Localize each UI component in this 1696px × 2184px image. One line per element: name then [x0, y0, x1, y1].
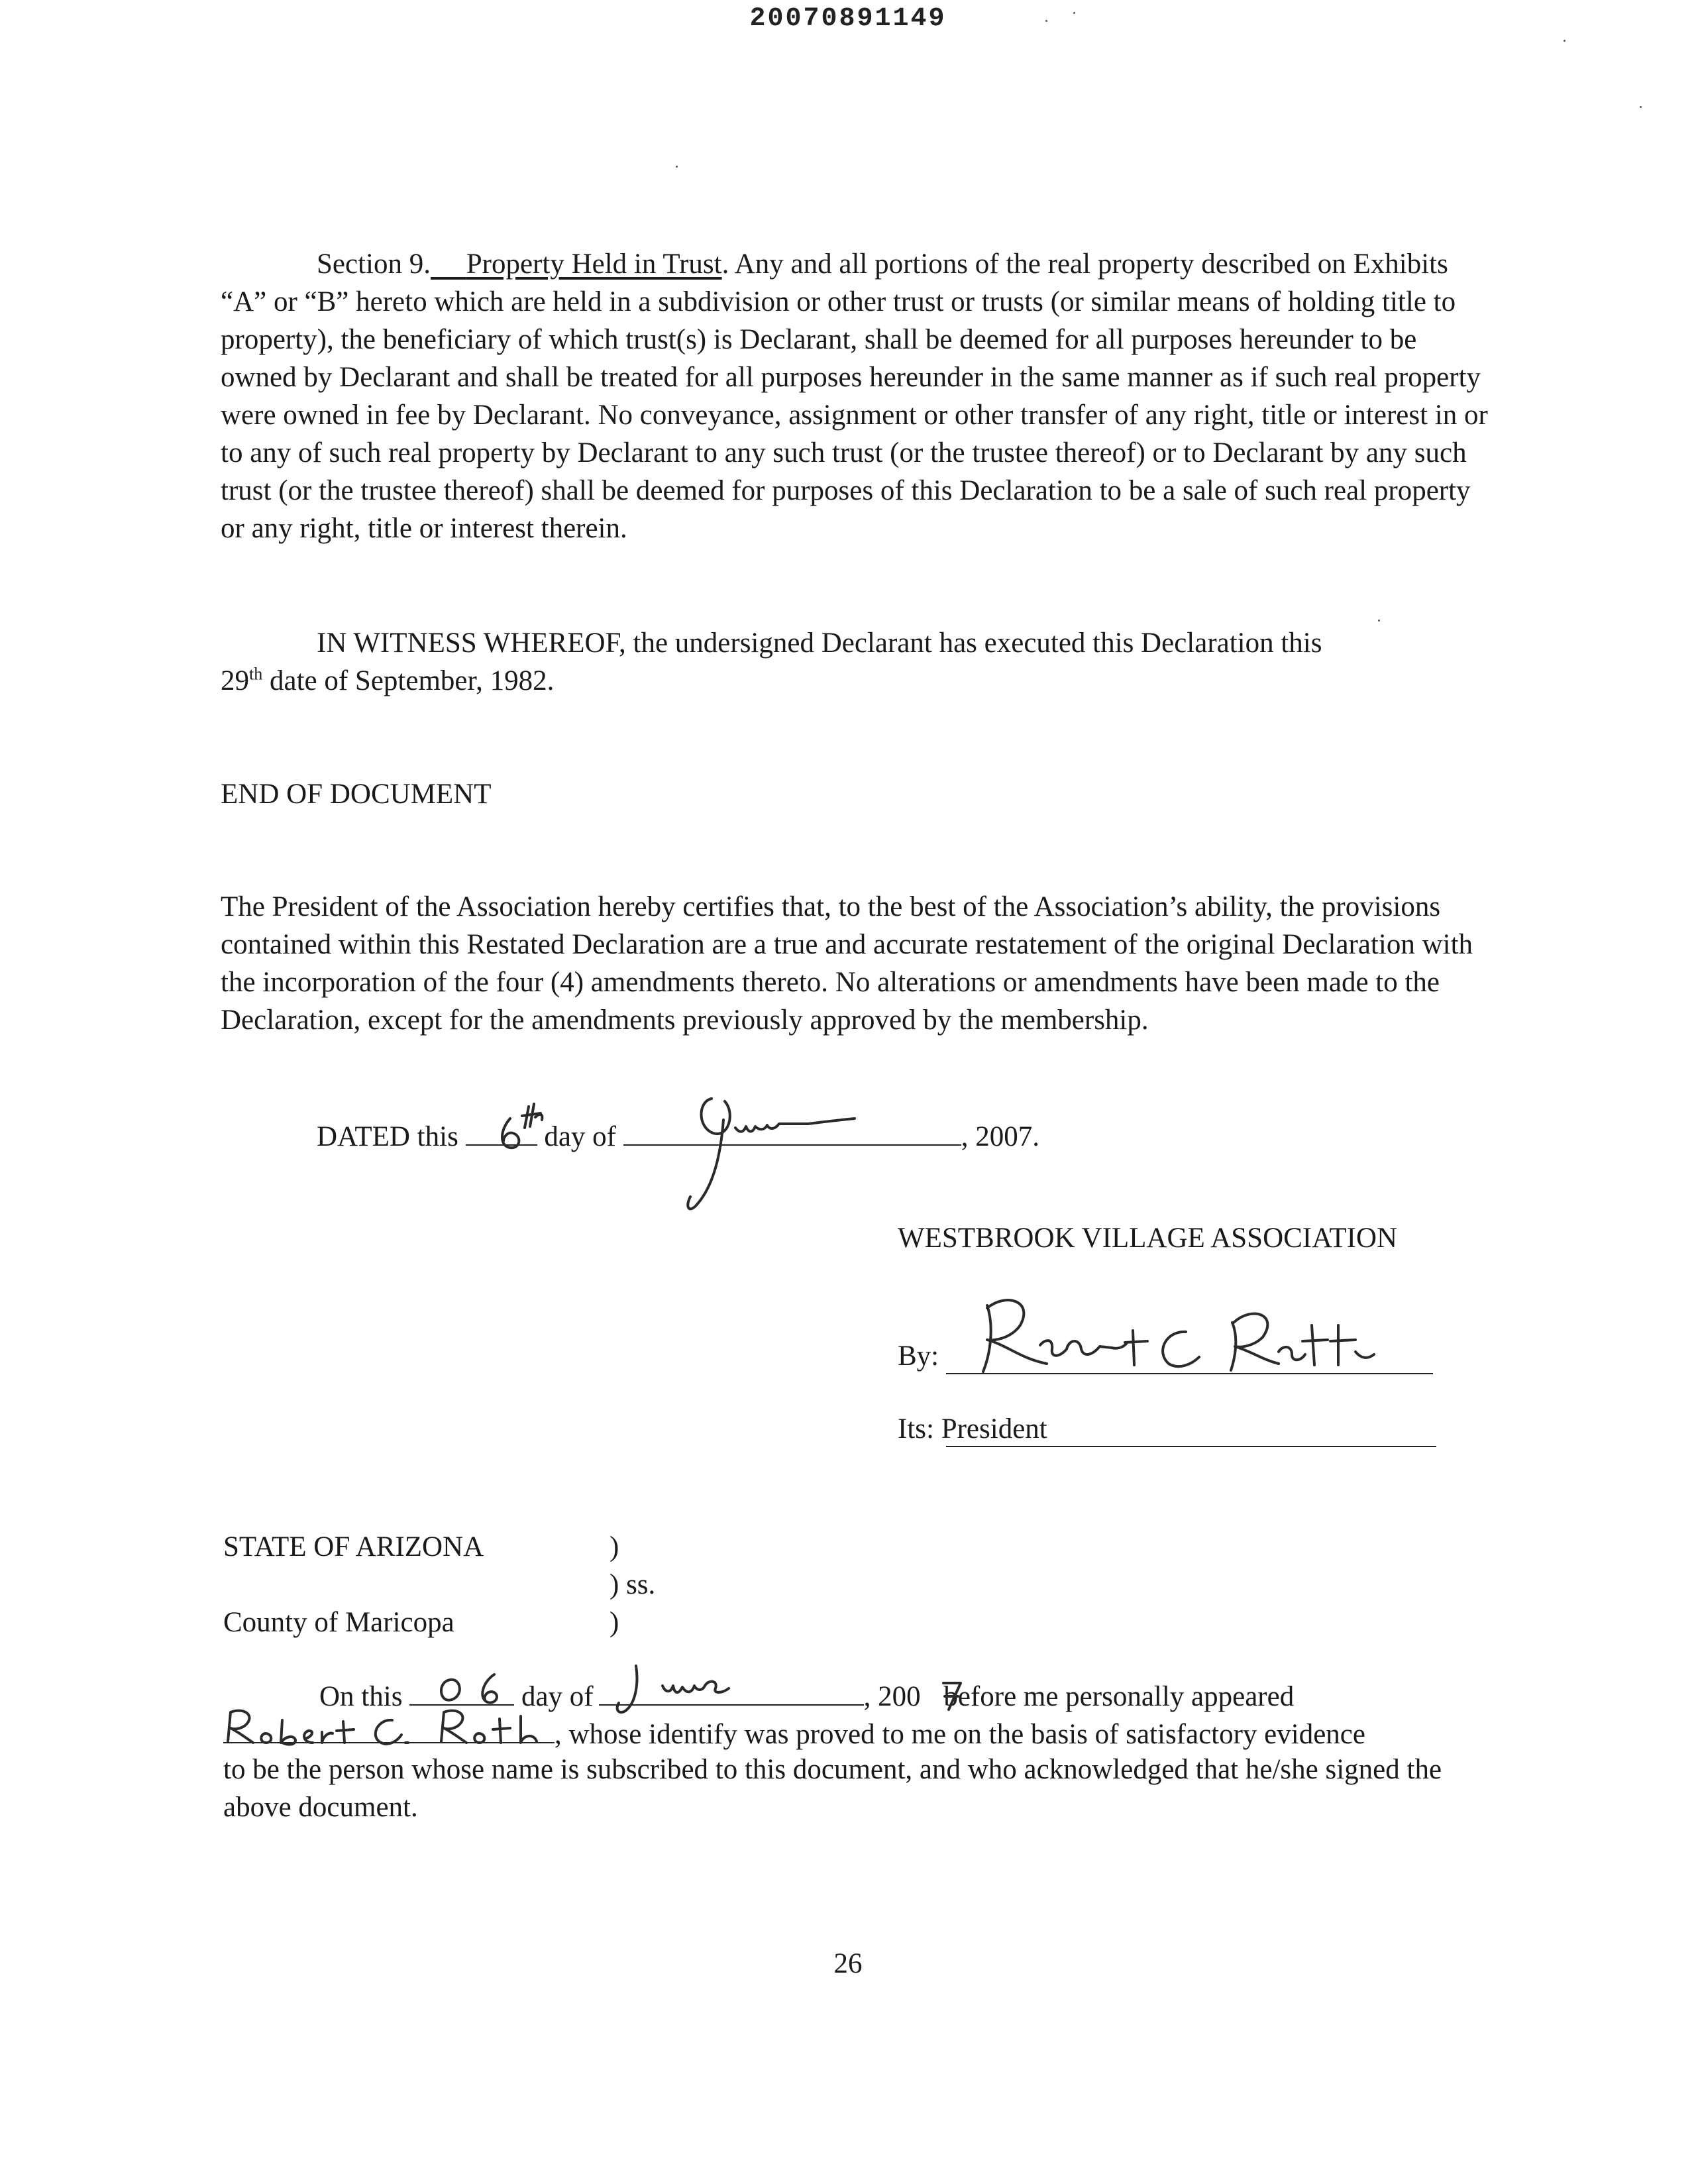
notary-before-me: before me personally appeared: [936, 1681, 1295, 1712]
notary-on-this: On this: [319, 1681, 403, 1712]
dated-day-of: day of: [544, 1121, 616, 1152]
venue-paren-ss: ) ss.: [610, 1569, 656, 1600]
section-9-lead: Section 9.: [317, 248, 431, 280]
scan-speck: [676, 166, 678, 168]
scan-speck: [1073, 12, 1075, 14]
notary-day-of: day of: [521, 1681, 594, 1712]
scan-speck: [1640, 106, 1642, 108]
its-line: [898, 1410, 1047, 1448]
venue-county: County of Maricopa: [223, 1607, 454, 1638]
notary-year-prefix: , 200: [863, 1681, 921, 1712]
handwritten-month: [682, 1087, 881, 1219]
page-number: 26: [833, 1948, 863, 1979]
section-9-title: Property Held in Trust: [466, 248, 722, 280]
witness-line-2: 29th date of September, 1982.: [221, 664, 555, 696]
notary-line-3: to be the person whose name is subscribed to this document, and who acknowledged that he/she signed the above document.: [223, 1754, 1442, 1823]
dated-line: [317, 1115, 1039, 1156]
witness-line-1: IN WITNESS WHEREOF, the undersigned Declarant has executed this Declaration this: [317, 628, 1322, 659]
section-9-paragraph: [221, 245, 1499, 547]
handwritten-day: [490, 1087, 563, 1160]
venue-paren-1: ): [610, 1531, 619, 1562]
notary-handwritten-name: [219, 1702, 590, 1755]
its-signature-line: [946, 1446, 1436, 1447]
section-9-title-period: .: [721, 248, 729, 280]
section-9-text: Any and all portions of the real property described on Exhibits “A” or “B” hereto which are held in a subdivision or other trust or trusts (or similar means of holding title to property), the beneficiary of which trust(s) is Declarant, shall be deemed for all purposes hereunder to be owned by Declarant and shall be treated for all purposes hereunder in the same manner as if such real property were owned in fee by Declarant. No conveyance, assignment or other transfer of any right, title or interest in or to any of such real property by Declarant to any such trust (or the trustee thereof) or to Declarant by any such trust (or the trustee thereof) shall be deemed for purposes of this Declaration to be a sale of such real property or any right, title or interest therein.: [221, 248, 1488, 544]
end-of-document-heading: END OF DOCUMENT: [221, 779, 492, 810]
dated-year: , 2007.: [961, 1121, 1039, 1152]
notary-whose: , whose identify was proved to me on the basis of satisfactory evidence: [555, 1719, 1365, 1750]
notary-handwritten-year: [939, 1675, 966, 1715]
organization-name: WESTBROOK VILLAGE ASSOCIATION: [898, 1223, 1398, 1254]
by-label: By:: [898, 1340, 939, 1372]
witness-paragraph: [221, 624, 1499, 700]
dated-prefix: DATED this: [317, 1121, 458, 1152]
president-signature: [967, 1285, 1378, 1385]
certification-paragraph: The President of the Association hereby certifies that, to the best of the Association’s ability, the provisions contained within this Restated Declaration are a true and accurate restatement of the original Declaration with the incorporation of the four (4) amendments thereto. No alterations or amendments have been made to the Declaration, except for the amendments previously approved by the membership.: [221, 891, 1473, 1036]
its-value: President: [941, 1413, 1047, 1445]
venue-state: STATE OF ARIZONA: [223, 1531, 484, 1562]
scan-speck: [1045, 20, 1047, 22]
scan-speck: [1378, 620, 1380, 622]
document-number: 20070891149: [749, 4, 947, 34]
scan-speck: [1564, 40, 1565, 42]
its-label: Its:: [898, 1413, 934, 1445]
notary-handwritten-month: [610, 1657, 782, 1716]
venue-paren-3: ): [610, 1607, 619, 1638]
